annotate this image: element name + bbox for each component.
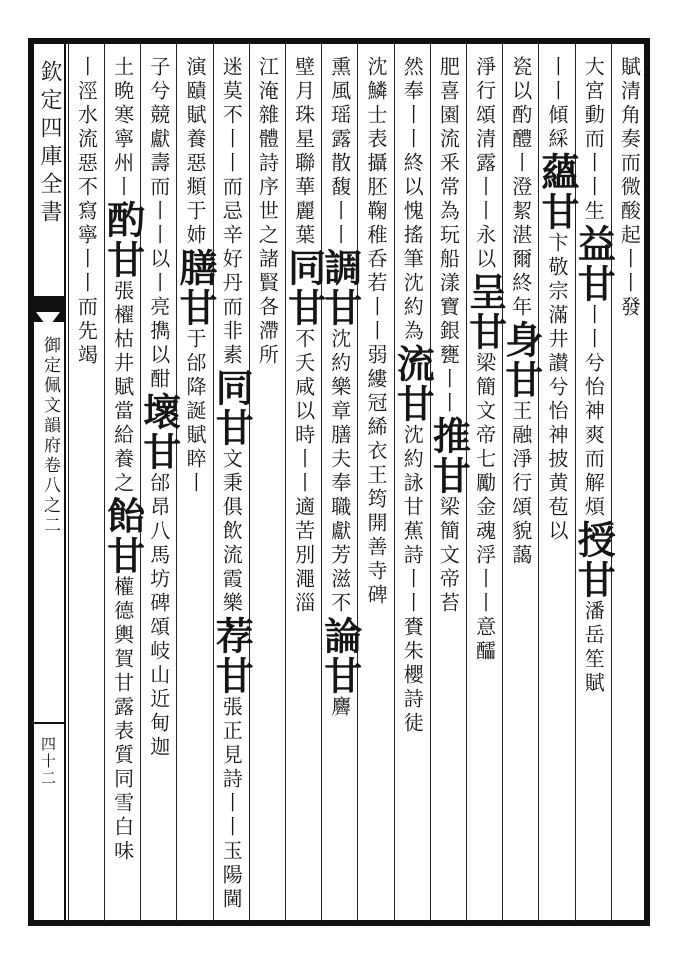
headword: 酌甘	[100, 200, 146, 280]
citation-text: 演賾賦養惡頫于姉	[182, 56, 207, 248]
citation-text: 不寫寧丨丨而先竭	[74, 176, 99, 368]
citation-text: 淨行頌清露丨丨永以	[472, 56, 497, 272]
citation-text: 壁月珠星聯華麗葉	[291, 56, 316, 248]
citation-text: 沈約詠甘蕉詩丨丨	[400, 424, 425, 616]
citation-text: 以丨亮擕以酣	[146, 248, 171, 392]
headword: 論甘	[317, 616, 363, 696]
column-text	[617, 56, 642, 320]
headword: 壞甘	[136, 392, 182, 472]
citation-text: 沈約樂章膳夫奉職獻芳滋不	[327, 328, 352, 616]
citation-text: 張櫂枯井賦當給養之	[110, 280, 135, 496]
citation-text: 賚朱櫻詩徒	[400, 616, 425, 736]
headword: 呈甘	[462, 272, 508, 352]
page-number-rule	[30, 722, 66, 724]
citation-text: 張正見詩丨丨玉陽閫	[219, 696, 244, 912]
citation-text: 卞敬宗滿井讃兮怡神	[544, 232, 569, 448]
column-text	[317, 56, 363, 720]
text-column	[68, 44, 104, 922]
citation-text: 江淹雜體詩序世之諸賢各滯所	[255, 56, 280, 368]
citation-text: 熏風瑶露散馥丨丨	[327, 56, 352, 248]
text-column	[249, 44, 285, 922]
citation-text: 魂浮丨丨意醽	[472, 520, 497, 664]
headword: 益甘	[571, 224, 617, 304]
text-column	[357, 44, 393, 922]
headword: 推甘	[426, 416, 472, 496]
column-text	[534, 56, 580, 544]
citation-text: 弱縷冠絺衣王筠開善寺碑	[363, 344, 388, 608]
margin-title: 欽定四庫全書	[37, 60, 62, 228]
citation-text: 于邰降誕賦睟丨	[182, 328, 207, 496]
citation-text: 然奉丨丨終以愧搖筆沈約為	[400, 56, 425, 344]
text-column	[317, 44, 363, 922]
text-column	[571, 44, 617, 922]
citation-text: 迷莫不丨丨而忌辛好丹而非素	[219, 56, 244, 368]
text-column	[462, 44, 508, 922]
column-text	[281, 56, 327, 616]
text-column	[534, 44, 580, 922]
citation-text: 瓷以酌醴	[508, 56, 533, 152]
citation-text: 梁簡文帝苔	[436, 496, 461, 616]
citation-text: 披黄苞以	[544, 448, 569, 544]
column-text	[426, 56, 472, 616]
headword: 荐甘	[209, 616, 255, 696]
headword: 蘊甘	[534, 152, 580, 232]
page-number: 四十二	[39, 736, 57, 787]
citation-text: 船漾寶銀甕丨丨	[436, 248, 461, 416]
text-column	[100, 44, 146, 922]
headword: 身甘	[498, 320, 544, 400]
headword: 授甘	[571, 520, 617, 600]
column-text	[462, 56, 508, 664]
column-text	[255, 56, 280, 368]
citation-text: 權德輿賀甘露表質同雪白味	[110, 576, 135, 864]
citation-text: 邰昂八馬坊碑頌岐山近甸迦	[146, 472, 171, 760]
volume-label: 卷八之二	[40, 456, 60, 536]
text-column	[281, 44, 327, 922]
text-column	[136, 44, 182, 922]
text-column	[611, 44, 647, 922]
headword: 同甘	[281, 248, 327, 328]
citation-text: 丨丨傾綵	[544, 56, 569, 152]
citation-text: 梁簡文帝七勵金	[472, 352, 497, 520]
citation-text: 不夭咸以時丨丨適苦別澠淄	[291, 328, 316, 616]
citation-text: 丨涇水流惡	[74, 56, 99, 176]
citation-text: 文秉俱飲流霞樂	[219, 448, 244, 616]
citation-text: 沈鱗士表攝胚鞠稚呑若丨丨	[363, 56, 388, 344]
column-text	[209, 56, 255, 912]
headword: 膳甘	[172, 248, 218, 328]
text-column	[209, 44, 255, 922]
book-title: 御定佩文韻府	[40, 336, 60, 456]
citation-text: 大宮動而丨丨生	[581, 56, 606, 224]
citation-text: 丨澄絜湛爾終年	[508, 152, 533, 320]
citation-text: 潘岳笙賦	[581, 600, 606, 696]
citation-text: 肥喜園流釆常為玩	[436, 56, 461, 248]
headword: 同甘	[209, 368, 255, 448]
text-column	[172, 44, 218, 922]
citation-text: 王融淨行頌貌藹	[508, 400, 533, 568]
headword: 流甘	[390, 344, 436, 424]
column-text	[136, 56, 182, 760]
headword: 飴甘	[100, 496, 146, 576]
text-column	[390, 44, 436, 922]
citation-text: 土晩寒寧州丨	[110, 56, 135, 200]
text-column	[498, 44, 544, 922]
column-text	[74, 56, 99, 368]
column-text	[100, 56, 146, 864]
citation-text: 子兮競獻壽而丨丨	[146, 56, 171, 248]
text-column	[426, 44, 472, 922]
column-text	[390, 56, 436, 736]
citation-text: 麡	[327, 696, 352, 720]
column-text	[363, 56, 388, 608]
headword: 調甘	[317, 248, 363, 328]
margin-book-title	[38, 336, 63, 536]
citation-text: 賦清角奏而微酸起丨丨發	[617, 56, 642, 320]
citation-text: 丨丨兮怡神爽而解煩	[581, 304, 606, 520]
